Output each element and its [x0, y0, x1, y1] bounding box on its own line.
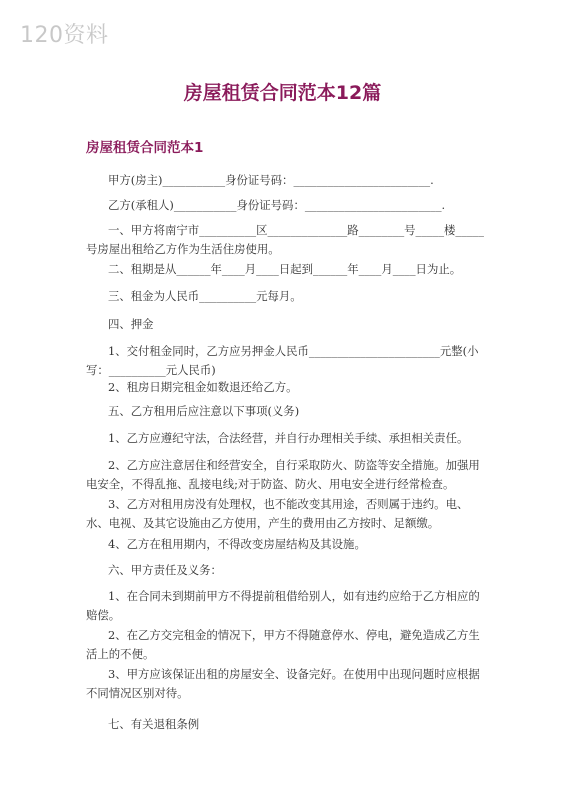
deposit-item-1: 1、交付租金同时，乙方应另押金人民币_______________________元整(小写：__________元人民币): [86, 344, 479, 377]
tenant-duty-2: 2、乙方应注意居住和经营安全，自行采取防火、防盗等安全措施。加强用电安全，不得乱拖、乱接电线;对于防盗、防火、用电安全进行经常检查。: [86, 458, 480, 491]
party-b-line: 乙方(承租人)___________身份证号码：________________________.: [108, 198, 446, 212]
clause-three: 三、租金为人民币__________元每月。: [108, 289, 302, 303]
tenant-duty-4: 4、乙方在租用期内，不得改变房屋结构及其设施。: [108, 537, 366, 551]
section-title: 房屋租赁合同范本1: [86, 140, 204, 156]
party-a-line: 甲方(房主)___________身份证号码：________________________.: [108, 173, 434, 187]
clause-seven-heading: 七、有关退租条例: [108, 717, 200, 731]
watermark-logo: 120资料: [20, 23, 109, 48]
landlord-duty-2: 2、在乙方交完租金的情况下，甲方不得随意停水、停电，避免造成乙方生活上的不便。: [86, 628, 480, 661]
clause-four-heading: 四、押金: [108, 317, 154, 331]
deposit-item-2: 2、租房日期完租金如数退还给乙方。: [108, 380, 298, 394]
clause-six-heading: 六、甲方责任及义务：: [108, 563, 222, 577]
landlord-duty-1: 1、在合同未到期前甲方不得提前租借给别人，如有违约应给于乙方相应的赔偿。: [86, 589, 480, 622]
landlord-duty-3: 3、甲方应该保证出租的房屋安全、设备完好。在使用中出现问题时应根据不同情况区别对待。: [86, 667, 480, 700]
clause-two: 二、租期是从______年____月____日起到______年____月____日为止。: [108, 262, 462, 276]
clause-one: 一、甲方将南宁市__________区______________路________号_____楼_____号房屋出租给乙方作为生活住房使用。: [86, 223, 484, 256]
tenant-duty-3: 3、乙方对租用房没有处理权，也不能改变其用途，否则属于违约。电、水、电视、及其它设施由乙方使用，产生的费用由乙方按时、足额缴。: [86, 497, 469, 530]
clause-five-heading: 五、乙方租用后应注意以下事项(义务): [108, 404, 300, 418]
document-title: 房屋租赁合同范本12篇: [183, 82, 382, 104]
tenant-duty-1: 1、乙方应遵纪守法，合法经营，并自行办理相关手续、承担相关责任。: [108, 431, 469, 445]
